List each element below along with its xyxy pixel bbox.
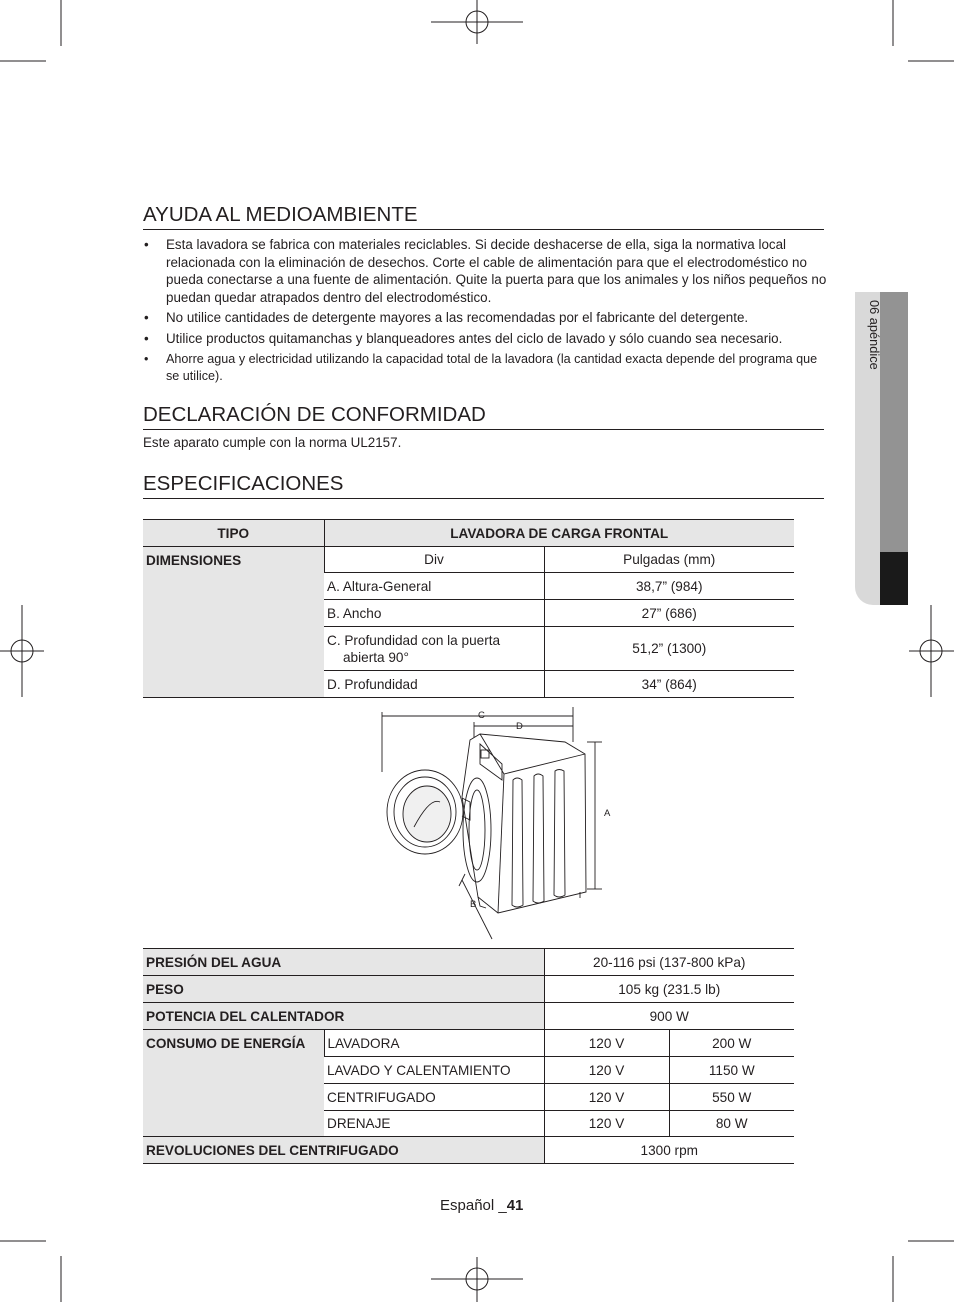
dimension-label-c: C (478, 710, 485, 721)
table-row (143, 547, 794, 573)
environment-heading: AYUDA AL MEDIOAMBIENTE (143, 204, 824, 230)
energy-voltage: 120 V (544, 1030, 669, 1057)
dimension-value: 27” (686) (544, 600, 794, 627)
dimension-label-b: B (470, 899, 477, 910)
spin-value: 1300 rpm (544, 1137, 794, 1164)
chapter-label: 06 apéndice (867, 300, 882, 370)
energy-voltage: 120 V (544, 1057, 669, 1084)
dimension-value: 34” (864) (544, 671, 794, 698)
specs-heading: ESPECIFICACIONES (143, 473, 824, 499)
energy-power: 1150 W (669, 1057, 794, 1084)
dimension-label: C. Profundidad con la puerta abierta 90° (324, 627, 544, 671)
energy-mode: LAVADO Y CALENTAMIENTO (324, 1057, 544, 1084)
dimensions-label: DIMENSIONES (143, 547, 324, 698)
energy-voltage: 120 V (544, 1084, 669, 1111)
table-row (143, 976, 794, 1003)
table-row (143, 520, 794, 547)
dimension-label-a: A (604, 808, 611, 819)
specifications-table (143, 948, 794, 1164)
column-header-inches: Pulgadas (mm) (544, 547, 794, 573)
water-pressure-label: PRESIÓN DEL AGUA (143, 949, 544, 976)
dimension-label: D. Profundidad (324, 671, 544, 698)
dimension-value: 38,7” (984) (544, 573, 794, 600)
type-label: TIPO (143, 520, 324, 547)
chapter-side-tab (855, 292, 908, 605)
weight-label: PESO (143, 976, 544, 1003)
energy-mode: LAVADORA (324, 1030, 544, 1057)
page-number: 41 (506, 1197, 524, 1214)
footer-language: Español _ (440, 1197, 507, 1214)
table-row (143, 1030, 794, 1057)
list-item: • No utilice cantidades de detergente mayores a las recomendadas por el fabricante del detergente. (144, 310, 749, 326)
column-header-div: Div (324, 547, 544, 573)
energy-mode: CENTRIFUGADO (324, 1084, 544, 1111)
heater-value: 900 W (544, 1003, 794, 1030)
list-item: • Utilice productos quitamanchas y blanqueadores antes del ciclo de lavado y sólo cuando sea necesario. (144, 330, 783, 346)
energy-mode: DRENAJE (324, 1111, 544, 1137)
dimension-label-d: D (516, 721, 523, 732)
table-row (143, 1137, 794, 1164)
page-footer (440, 1197, 523, 1214)
weight-value: 105 kg (231.5 lb) (544, 976, 794, 1003)
type-value: LAVADORA DE CARGA FRONTAL (324, 520, 794, 547)
energy-power: 80 W (669, 1111, 794, 1137)
washer-dimension-diagram (370, 702, 630, 946)
energy-power: 550 W (669, 1084, 794, 1111)
energy-voltage: 120 V (544, 1111, 669, 1137)
dimension-label: B. Ancho (324, 600, 544, 627)
dimensions-table (143, 519, 794, 698)
water-pressure-value: 20-116 psi (137-800 kPa) (544, 949, 794, 976)
list-item: • Esta lavadora se fabrica con materiales reciclables. Si decide deshacerse de ella, siga la normativa local relacionada con la eliminación de desechos. Corte el cable de alimentación para que el electrodoméstico no pueda conectarse a una fuente de alimentación. Quite la puerta para que los animales y los niños pequeños no puedan quedar atrapados dentro del electrodoméstico. (144, 237, 827, 305)
heater-label: POTENCIA DEL CALENTADOR (143, 1003, 544, 1030)
dimension-label: A. Altura-General (324, 573, 544, 600)
table-row (143, 1003, 794, 1030)
environment-bullet-list (143, 236, 833, 389)
conformity-text: Este aparato cumple con la norma UL2157. (143, 435, 402, 450)
table-row (143, 949, 794, 976)
list-item: • Ahorre agua y electricidad utilizando la capacidad total de la lavadora (la cantidad exacta depende del programa que se utilice). (144, 351, 818, 384)
conformity-heading: DECLARACIÓN DE CONFORMIDAD (143, 404, 824, 430)
spin-label: REVOLUCIONES DEL CENTRIFUGADO (143, 1137, 544, 1164)
energy-power: 200 W (669, 1030, 794, 1057)
dimension-value: 51,2” (1300) (544, 627, 794, 671)
energy-label: CONSUMO DE ENERGÍA (143, 1030, 324, 1137)
